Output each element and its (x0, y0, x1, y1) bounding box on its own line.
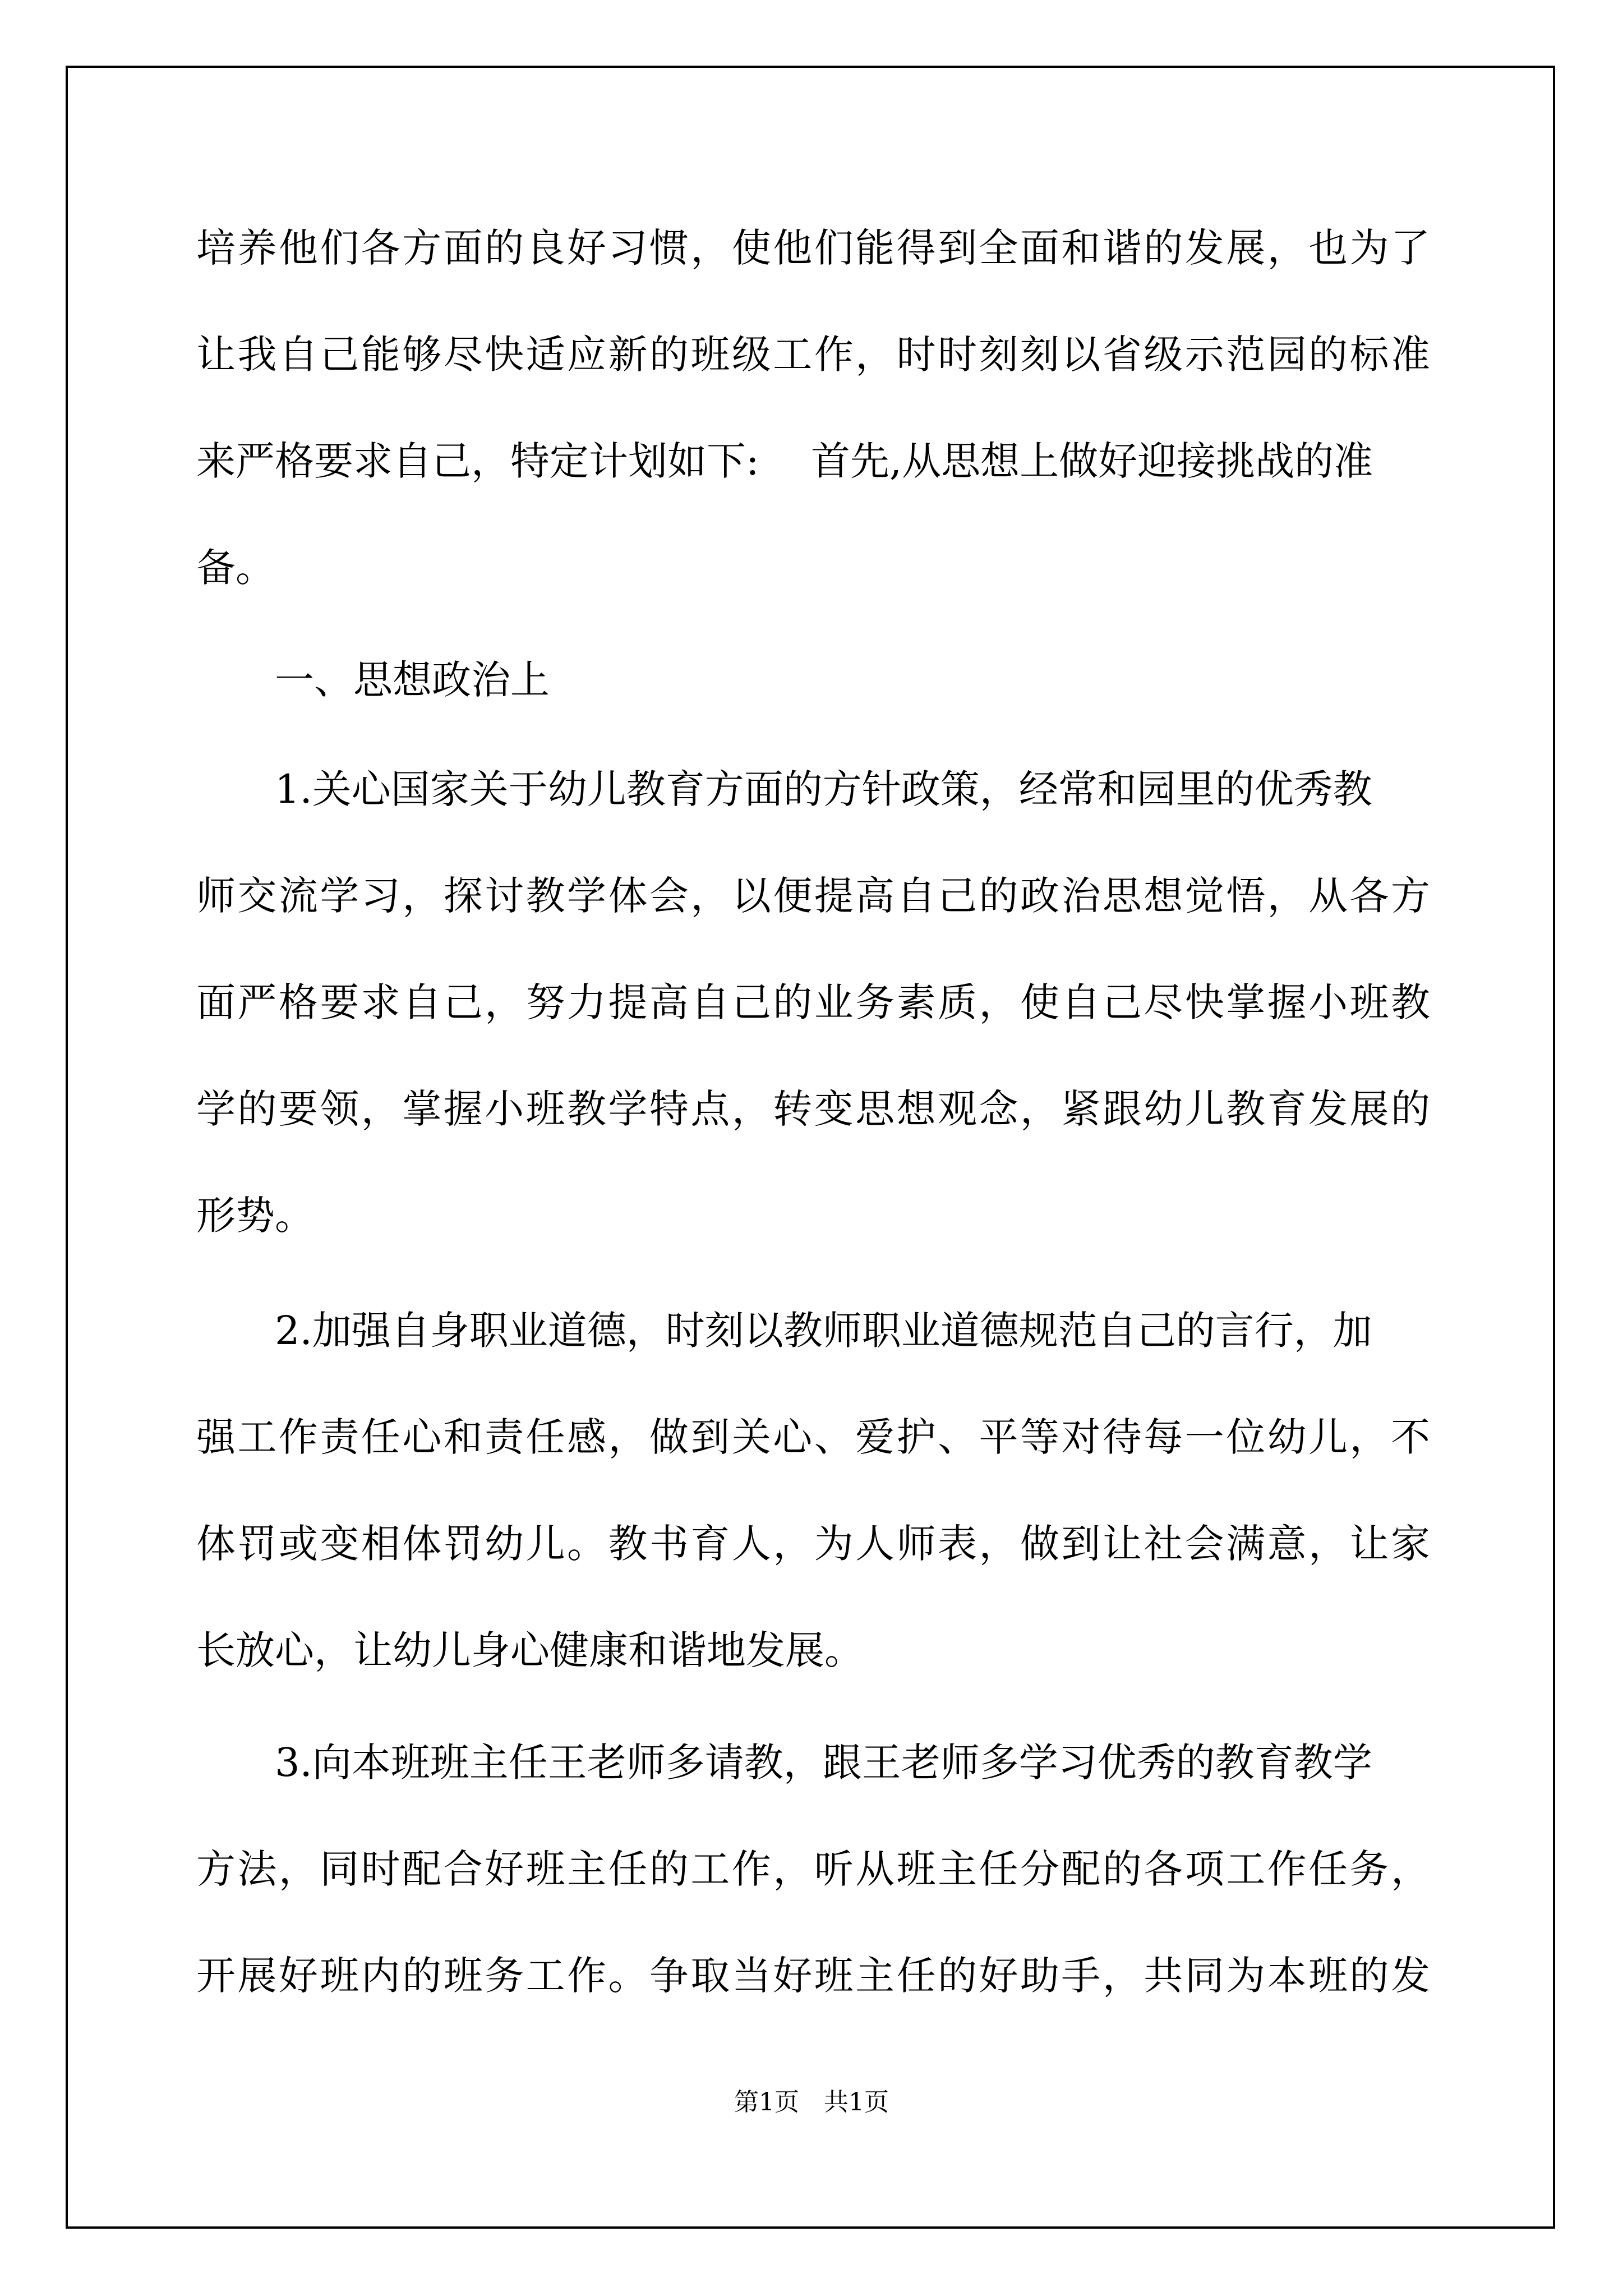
text-line: 体罚或变相体罚幼儿。教书育人，为人师表，做到让社会满意，让家 (196, 1521, 1430, 1567)
text-line: 2.加强自身职业道德，时刻以教师职业道德规范自己的言行，加 (275, 1308, 1372, 1354)
text-line: 师交流学习，探讨教学体会，以便提高自己的政治思想觉悟，从各方 (196, 873, 1430, 919)
text-line: 形势。 (196, 1193, 314, 1239)
page-number: 第1页 共1页 (734, 2088, 889, 2116)
text-line: 面严格要求自己，努力提高自己的业务素质，使自己尽快掌握小班教 (196, 979, 1430, 1025)
text-line: 强工作责任心和责任感，做到关心、爱护、平等对待每一位幼儿，不 (196, 1414, 1430, 1460)
text-line: 来严格要求自己，特定计划如下: 首先,从思想上做好迎接挑战的准 (196, 438, 1373, 484)
text-line: 让我自己能够尽快适应新的班级工作，时时刻刻以省级示范园的标准 (196, 332, 1430, 378)
text-line: 1.关心国家关于幼儿教育方面的方针政策，经常和园里的优秀教 (275, 766, 1372, 812)
section-heading: 一、思想政治上 (275, 657, 550, 703)
text-line: 备。 (196, 545, 275, 591)
page-footer (0, 2086, 1623, 2119)
text-line: 长放心，让幼儿身心健康和谐地发展。 (196, 1627, 864, 1673)
text-line: 学的要领，掌握小班教学特点，转变思想观念，紧跟幼儿教育发展的 (196, 1086, 1430, 1132)
text-line: 培养他们各方面的良好习惯，使他们能得到全面和谐的发展，也为了 (196, 225, 1430, 271)
text-line: 方法，同时配合好班主任的工作，听从班主任分配的各项工作任务， (196, 1846, 1430, 1892)
text-line: 开展好班内的班务工作。争取当好班主任的好助手，共同为本班的发 (196, 1953, 1430, 1999)
text-line: 3.向本班班主任王老师多请教，跟王老师多学习优秀的教育教学 (275, 1740, 1372, 1786)
